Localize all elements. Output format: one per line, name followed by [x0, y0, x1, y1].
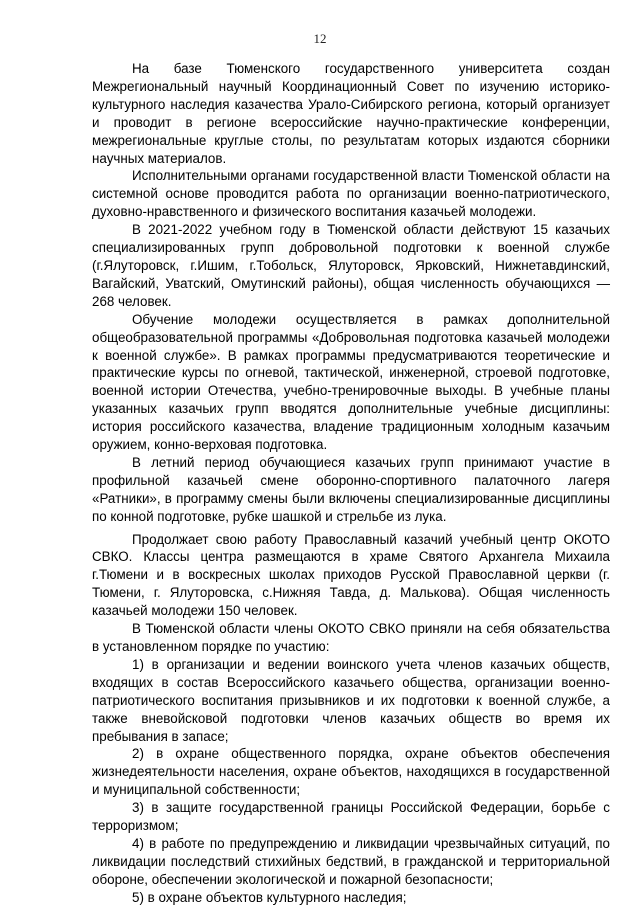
list-item-public-order: 2) в охране общественного порядка, охране объектов обеспечения жизнедеятельности населения, охране объектов, находящихся в государственной и муниципальной собственности; [92, 746, 610, 798]
paragraph-training-program: Обучение молодежи осуществляется в рамках дополнительной общеобразовательной программы «Добровольная подготовка казачьей молодежи к военной службе». В рамках программы предусматриваются теоретические и практические курсы по огневой, тактической, инженерной, строевой подготовке, военной истории Отечества, учебно-тренировочные выходы. В учебные планы указанных казачьих групп вводятся дополнительные учебные дисциплины: история российского казачества, владение традиционным холодным казачьим оружием, конно-верховая подготовка. [92, 311, 610, 453]
paragraph-council: На базе Тюменского государственного университета создан Межрегиональный научный Координационный Совет по изучению историко-культурного наследия казачества Урало-Сибирского региона, который организует и проводит в регионе всероссийские научно-практические конференции, межрегиональные круглые столы, по результатам которых издаются сборники научных материалов. [92, 61, 610, 166]
document-body [92, 60, 610, 907]
paragraph-obligations-intro: В Тюменской области члены ОКОТО СВКО приняли на себя обязательства в установленном порядке по участию: [92, 621, 610, 654]
paragraph-training-center: Продолжает свою работу Православный казачий учебный центр ОКОТО СВКО. Классы центра размещаются в храме Святого Архангела Михаила г.Тюмени и в воскресных школах приходов Русской Православной церкви (г. Тюмени, г. Ялуторовска, с.Нижняя Тавда, д. Малькова). Общая численность казачьей молодежи 150 человек. [92, 531, 610, 619]
paragraph-executive-bodies: Исполнительными органами государственной власти Тюменской области на системной основе проводится работа по организации военно-патриотического, духовно-нравственного и физического воспитания казачьей молодежи. [92, 168, 610, 220]
list-item-cultural-heritage: 5) в охране объектов культурного наследия; [132, 889, 407, 905]
list-item-border-protection: 3) в защите государственной границы Российской Федерации, борьбе с терроризмом; [92, 800, 610, 834]
list-item-military-registration: 1) в организации и ведении воинского учета членов казачьих обществ, входящих в состав Всероссийского казачьего общества, организации военно-патриотического воспитания призывников и их подготовки к военной службе, а также вневойсковой подготовки членов казачьих обществ во время их пребывания в запасе; [92, 656, 610, 744]
page-number: 12 [313, 31, 327, 46]
list-item-emergencies: 4) в работе по предупреждению и ликвидации чрезвычайных ситуаций, по ликвидации последствий стихийных бедствий, в гражданской и территориальной обороне, обеспечении экологической и пожарной безопасности; [92, 835, 610, 887]
paragraph-summer-camp: В летний период обучающиеся казачьих групп принимают участие в профильной казачьей смене оборонно-спортивного палаточного лагеря «Ратники», в программу смены были включены специализированные дисциплины по конной подготовке, рубке шашкой и стрельбе из лука. [92, 454, 610, 524]
paragraph-cossack-groups: В 2021-2022 учебном году в Тюменской области действуют 15 казачьих специализированных групп добровольной подготовки к военной службе (г.Ялуторовск, г.Ишим, г.Тобольск, Ялуторовск, Ярковский, Нижнетавдинский, Вагайский, Уватский, Омутинский районы), общая численность обучающихся — 268 человек. [92, 222, 610, 309]
